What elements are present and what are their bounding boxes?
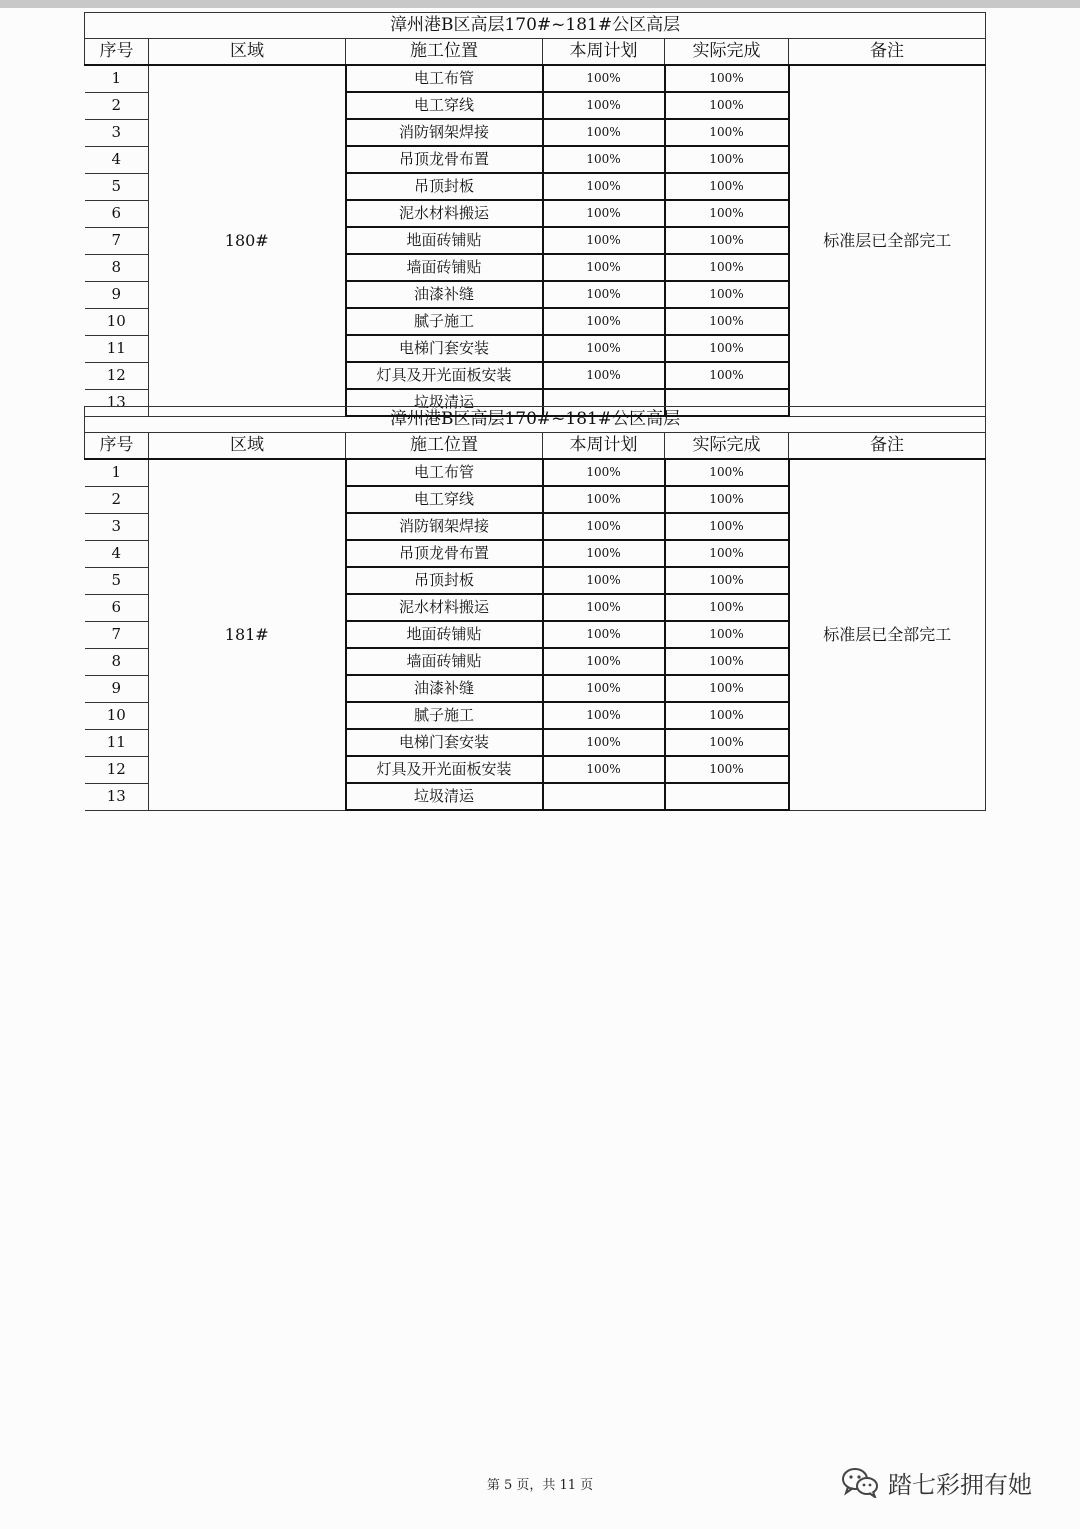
- row-index: 1: [85, 459, 149, 486]
- task-cell: 地面砖铺贴: [346, 227, 543, 254]
- row-index: 10: [85, 702, 149, 729]
- zone-cell: 181#: [149, 459, 346, 810]
- task-cell: 消防钢架焊接: [346, 513, 543, 540]
- plan-cell: 100%: [543, 335, 665, 362]
- done-cell: 100%: [665, 227, 789, 254]
- row-index: 7: [85, 227, 149, 254]
- task-cell: 电工穿线: [346, 92, 543, 119]
- row-index: 13: [85, 389, 149, 416]
- plan-cell: 100%: [543, 146, 665, 173]
- top-edge-bar: [0, 0, 1080, 8]
- row-index: 8: [85, 254, 149, 281]
- plan-cell: 100%: [543, 513, 665, 540]
- done-cell: 100%: [665, 756, 789, 783]
- row-index: 6: [85, 200, 149, 227]
- plan-cell: 100%: [543, 567, 665, 594]
- plan-cell: 100%: [543, 675, 665, 702]
- plan-cell: 100%: [543, 65, 665, 92]
- row-index: 5: [85, 173, 149, 200]
- header-note: 备注: [789, 433, 986, 460]
- row-index: 11: [85, 729, 149, 756]
- row-index: 11: [85, 335, 149, 362]
- table-title: 漳州港B区高层170#~181#公区高层: [85, 407, 986, 433]
- plan-cell: [543, 783, 665, 810]
- done-cell: 100%: [665, 200, 789, 227]
- header-location: 施工位置: [346, 39, 543, 66]
- done-cell: 100%: [665, 119, 789, 146]
- plan-cell: 100%: [543, 540, 665, 567]
- done-cell: 100%: [665, 173, 789, 200]
- row-index: 10: [85, 308, 149, 335]
- done-cell: 100%: [665, 594, 789, 621]
- header-done: 实际完成: [665, 39, 789, 66]
- task-cell: 油漆补缝: [346, 675, 543, 702]
- row-index: 2: [85, 486, 149, 513]
- row-index: 4: [85, 146, 149, 173]
- done-cell: 100%: [665, 648, 789, 675]
- done-cell: 100%: [665, 486, 789, 513]
- task-cell: 吊顶龙骨布置: [346, 146, 543, 173]
- task-cell: 吊顶封板: [346, 567, 543, 594]
- header-done: 实际完成: [665, 433, 789, 460]
- task-cell: 电梯门套安装: [346, 729, 543, 756]
- watermark: [840, 1462, 1032, 1502]
- header-index: 序号: [85, 39, 149, 66]
- task-cell: 电工穿线: [346, 486, 543, 513]
- plan-cell: 100%: [543, 200, 665, 227]
- wechat-icon: [840, 1466, 880, 1498]
- row-index: 2: [85, 92, 149, 119]
- done-cell: 100%: [665, 362, 789, 389]
- done-cell: [665, 783, 789, 810]
- task-cell: 灯具及开光面板安装: [346, 362, 543, 389]
- task-cell: 地面砖铺贴: [346, 621, 543, 648]
- row-index: 3: [85, 513, 149, 540]
- row-index: 8: [85, 648, 149, 675]
- header-location: 施工位置: [346, 433, 543, 460]
- task-cell: 电工布管: [346, 459, 543, 486]
- row-index: 12: [85, 756, 149, 783]
- task-cell: 电工布管: [346, 65, 543, 92]
- table-row: [85, 65, 986, 92]
- task-cell: 吊顶封板: [346, 173, 543, 200]
- done-cell: 100%: [665, 567, 789, 594]
- done-cell: 100%: [665, 92, 789, 119]
- task-cell: 泥水材料搬运: [346, 594, 543, 621]
- table-row: [85, 459, 986, 486]
- done-cell: 100%: [665, 513, 789, 540]
- header-plan: 本周计划: [543, 433, 665, 460]
- row-index: 6: [85, 594, 149, 621]
- plan-cell: 100%: [543, 92, 665, 119]
- page-number: 第 5 页，共 11 页: [486, 1478, 594, 1493]
- plan-cell: 100%: [543, 308, 665, 335]
- task-cell: 垃圾清运: [346, 389, 543, 416]
- progress-table-180: [84, 12, 985, 417]
- plan-cell: 100%: [543, 459, 665, 486]
- plan-cell: 100%: [543, 227, 665, 254]
- row-index: 4: [85, 540, 149, 567]
- row-index: 1: [85, 65, 149, 92]
- task-cell: 油漆补缝: [346, 281, 543, 308]
- done-cell: 100%: [665, 702, 789, 729]
- row-index: 5: [85, 567, 149, 594]
- done-cell: 100%: [665, 254, 789, 281]
- header-zone: 区域: [149, 39, 346, 66]
- header-row: [85, 433, 986, 460]
- done-cell: 100%: [665, 459, 789, 486]
- header-zone: 区域: [149, 433, 346, 460]
- done-cell: 100%: [665, 281, 789, 308]
- done-cell: 100%: [665, 675, 789, 702]
- done-cell: 100%: [665, 540, 789, 567]
- task-cell: 墙面砖铺贴: [346, 254, 543, 281]
- done-cell: 100%: [665, 146, 789, 173]
- zone-cell: 180#: [149, 65, 346, 416]
- task-cell: 腻子施工: [346, 702, 543, 729]
- plan-cell: 100%: [543, 756, 665, 783]
- row-index: 13: [85, 783, 149, 810]
- done-cell: 100%: [665, 65, 789, 92]
- plan-cell: 100%: [543, 173, 665, 200]
- task-cell: 泥水材料搬运: [346, 200, 543, 227]
- done-cell: 100%: [665, 621, 789, 648]
- plan-cell: 100%: [543, 702, 665, 729]
- row-index: 12: [85, 362, 149, 389]
- plan-cell: 100%: [543, 281, 665, 308]
- plan-cell: 100%: [543, 729, 665, 756]
- task-cell: 吊顶龙骨布置: [346, 540, 543, 567]
- plan-cell: 100%: [543, 486, 665, 513]
- plan-cell: 100%: [543, 594, 665, 621]
- row-index: 3: [85, 119, 149, 146]
- done-cell: 100%: [665, 335, 789, 362]
- header-note: 备注: [789, 39, 986, 66]
- progress-table-181: [84, 406, 985, 811]
- row-index: 9: [85, 281, 149, 308]
- task-cell: 腻子施工: [346, 308, 543, 335]
- done-cell: 100%: [665, 729, 789, 756]
- header-plan: 本周计划: [543, 39, 665, 66]
- plan-cell: 100%: [543, 119, 665, 146]
- table-title: 漳州港B区高层170#~181#公区高层: [85, 13, 986, 39]
- header-index: 序号: [85, 433, 149, 460]
- plan-cell: 100%: [543, 621, 665, 648]
- note-cell: 标准层已全部完工: [789, 65, 986, 416]
- row-index: 9: [85, 675, 149, 702]
- task-cell: 灯具及开光面板安装: [346, 756, 543, 783]
- plan-cell: 100%: [543, 254, 665, 281]
- task-cell: 垃圾清运: [346, 783, 543, 810]
- note-cell: 标准层已全部完工: [789, 459, 986, 810]
- plan-cell: 100%: [543, 648, 665, 675]
- task-cell: 消防钢架焊接: [346, 119, 543, 146]
- plan-cell: 100%: [543, 362, 665, 389]
- header-row: [85, 39, 986, 66]
- task-cell: 电梯门套安装: [346, 335, 543, 362]
- watermark-text: 踏七彩拥有她: [888, 1470, 1032, 1499]
- row-index: 7: [85, 621, 149, 648]
- done-cell: 100%: [665, 308, 789, 335]
- task-cell: 墙面砖铺贴: [346, 648, 543, 675]
